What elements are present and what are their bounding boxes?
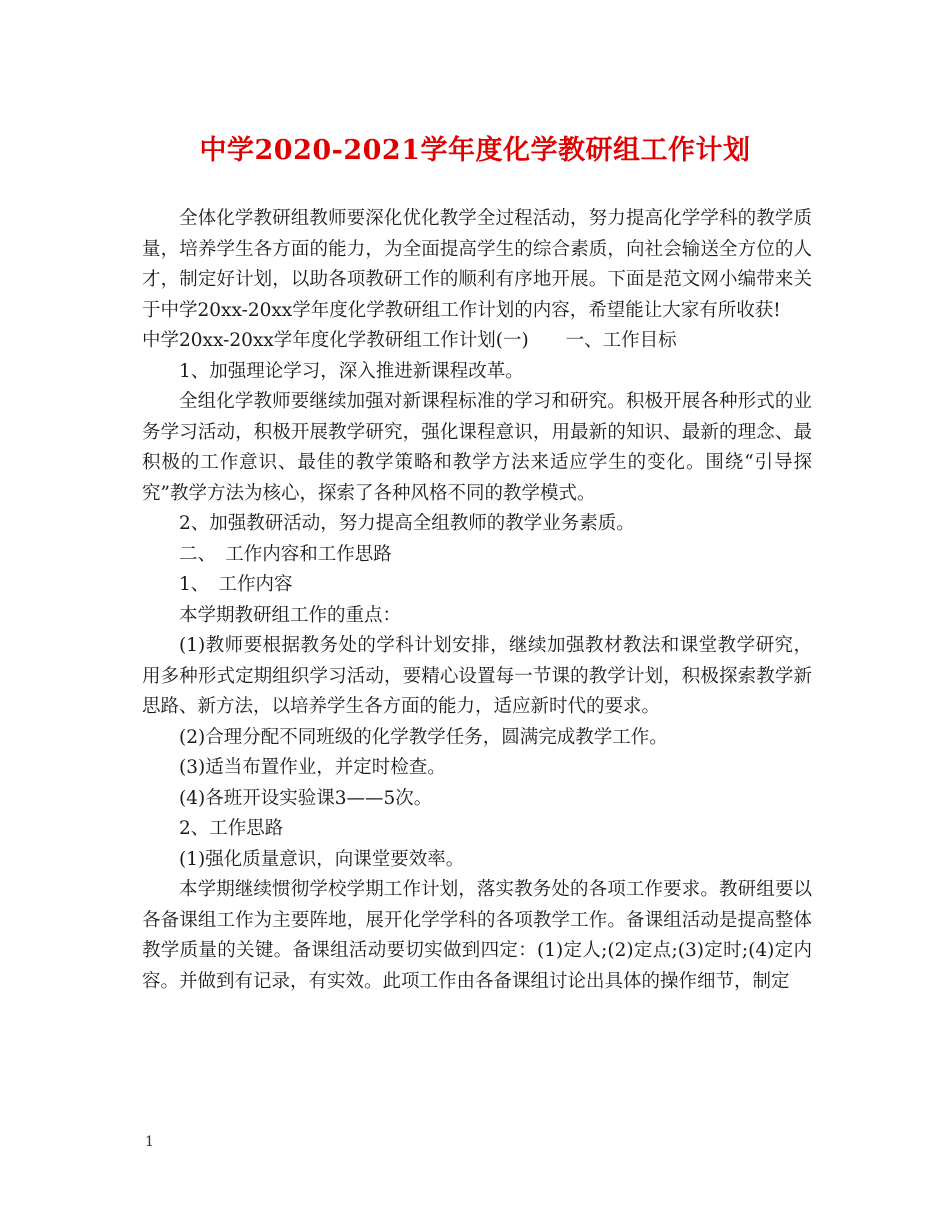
paragraph-subheading-content: 1、 工作内容 (179, 574, 293, 595)
paragraph-item-1: (1)教师要根据教务处的学科计划安排，继续加强教材教法和课堂教学研究，用多种形式定期组织学习活动，要精心设置每一节课的教学计划，积极探索教学新思路、新方法，以培养学生各方面的能力，适应新时代的要求。 (142, 635, 812, 717)
paragraph-intro: 全体化学教研组教师要深化优化教学全过程活动，努力提高化学学科的教学质量，培养学生各方面的能力，为全面提高学生的综合素质，向社会输送全方位的人才，制定好计划，以助各项教研工作的顺利有序地开展。下面是范文网小编带来关于中学20xx-20xx学年度化学教研组工作计划的内容，希望能让大家有所收获! (142, 208, 812, 321)
paragraph-approach-detail: 本学期继续惯彻学校学期工作计划，落实教务处的各项工作要求。教研组要以各备课组工作为主要阵地，展开化学学科的各项教学工作。备课组活动是提高整体教学质量的关键。备课组活动要切实做到四定：(1)定人;(2)定点;(3)定时;(4)定内容。并做到有记录，有实效。此项工作由各备课组讨论出具体的操作细节，制定 (142, 879, 812, 992)
paragraph-subheading-approach: 2、工作思路 (179, 818, 284, 839)
paragraph-goal-1: 1、加强理论学习，深入推进新课程改革。 (179, 360, 524, 382)
paragraph-approach-1: (1)强化质量意识，向课堂要效率。 (179, 848, 465, 870)
paragraph-goal-1-detail: 全组化学教师要继续加强对新课程标准的学习和研究。积极开展各种形式的业务学习活动，积极开展教学研究，强化课程意识，用最新的知识、最新的理念、最积极的工作意识、最佳的教学策略和教学方法来适应学生的变化。围绕“引导探究”教学方法为核心，探索了各种风格不同的教学模式。 (142, 391, 812, 504)
page-number: 1 (145, 1134, 154, 1150)
paragraph-focus-intro: 本学期教研组工作的重点： (179, 604, 402, 626)
paragraph-item-3: (3)适当布置作业，并定时检查。 (179, 757, 446, 778)
paragraph-heading-work-content: 二、 工作内容和工作思路 (179, 543, 392, 565)
paragraph-section-heading: 中学20xx-20xx学年度化学教研组工作计划(一) 一、工作目标 (142, 330, 677, 351)
document-body (142, 204, 812, 997)
paragraph-goal-2: 2、加强教研活动，努力提高全组教师的教学业务素质。 (179, 513, 635, 534)
paragraph-item-4: (4)各班开设实验课3——5次。 (179, 787, 433, 809)
document-title: 中学2020-2021学年度化学教研组工作计划 (199, 135, 751, 166)
paragraph-item-2: (2)合理分配不同班级的化学教学任务，圆满完成教学工作。 (179, 726, 668, 748)
